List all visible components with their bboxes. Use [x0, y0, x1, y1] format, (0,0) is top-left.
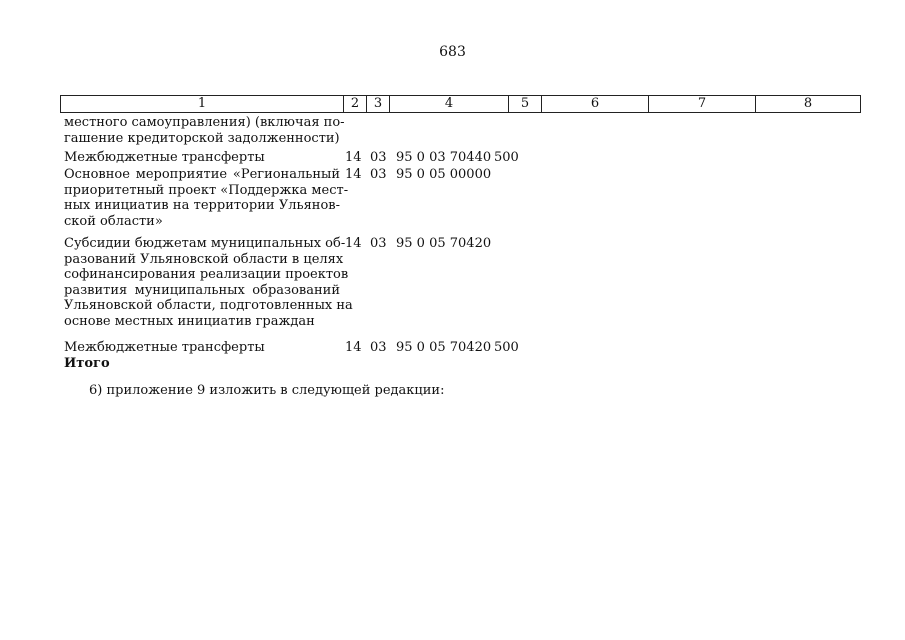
description-line: основе местных инициатив граждан — [64, 313, 315, 329]
description-line: ской области» — [64, 213, 163, 229]
description-line: Ульяновской области, подготовленных на — [64, 298, 353, 313]
cell-rz: 14 — [345, 236, 362, 251]
description-line: приоритетный проект «Поддержка мест- — [64, 182, 349, 198]
cell-rz: 14 — [345, 340, 362, 355]
row-description — [64, 115, 345, 146]
description-line: местного самоуправления) (включая по- — [64, 115, 345, 130]
row-description — [64, 340, 340, 356]
header-col-6: 6 — [542, 96, 649, 113]
cell-pr: 03 — [370, 340, 387, 355]
description-line: разований Ульяновской области в целях — [64, 251, 344, 267]
cell-csr: 95 0 03 70440 — [396, 150, 492, 165]
row-description — [64, 150, 340, 166]
cell-rz: 14 — [345, 150, 362, 165]
cell-vr: 500 — [494, 340, 519, 355]
total-label: Итого — [64, 356, 110, 371]
description-line: Основное мероприятие «Региональный — [64, 167, 340, 182]
header-col-1: 1 — [61, 96, 344, 113]
row-description — [64, 236, 353, 329]
header-col-3: 3 — [367, 96, 390, 113]
cell-pr: 03 — [370, 236, 387, 251]
description-line: Межбюджетные трансферты — [64, 150, 265, 165]
description-line: Субсидии бюджетам муниципальных об- — [64, 236, 346, 251]
page-number: 683 — [439, 44, 466, 60]
description-line: ных инициатив на территории Ульянов- — [64, 198, 340, 213]
description-line: гашение кредиторской задолженности) — [64, 130, 340, 146]
description-line: софинансирования реализации проектов — [64, 267, 349, 282]
cell-csr: 95 0 05 00000 — [396, 167, 492, 182]
header-col-4: 4 — [390, 96, 509, 113]
header-col-2: 2 — [344, 96, 367, 113]
cell-csr: 95 0 05 70420 — [396, 236, 492, 251]
header-col-5: 5 — [509, 96, 542, 113]
cell-pr: 03 — [370, 150, 387, 165]
cell-rz: 14 — [345, 167, 362, 182]
cell-vr: 500 — [494, 150, 519, 165]
description-line: развития муниципальных образований — [64, 282, 340, 298]
amendment-note: 6) приложение 9 изложить в следующей редакции: — [89, 383, 445, 398]
row-description — [64, 167, 349, 229]
header-col-7: 7 — [649, 96, 756, 113]
cell-pr: 03 — [370, 167, 387, 182]
description-line: Межбюджетные трансферты — [64, 340, 265, 355]
column-header-row — [60, 95, 861, 113]
cell-csr: 95 0 05 70420 — [396, 340, 492, 355]
header-col-8: 8 — [756, 96, 861, 113]
